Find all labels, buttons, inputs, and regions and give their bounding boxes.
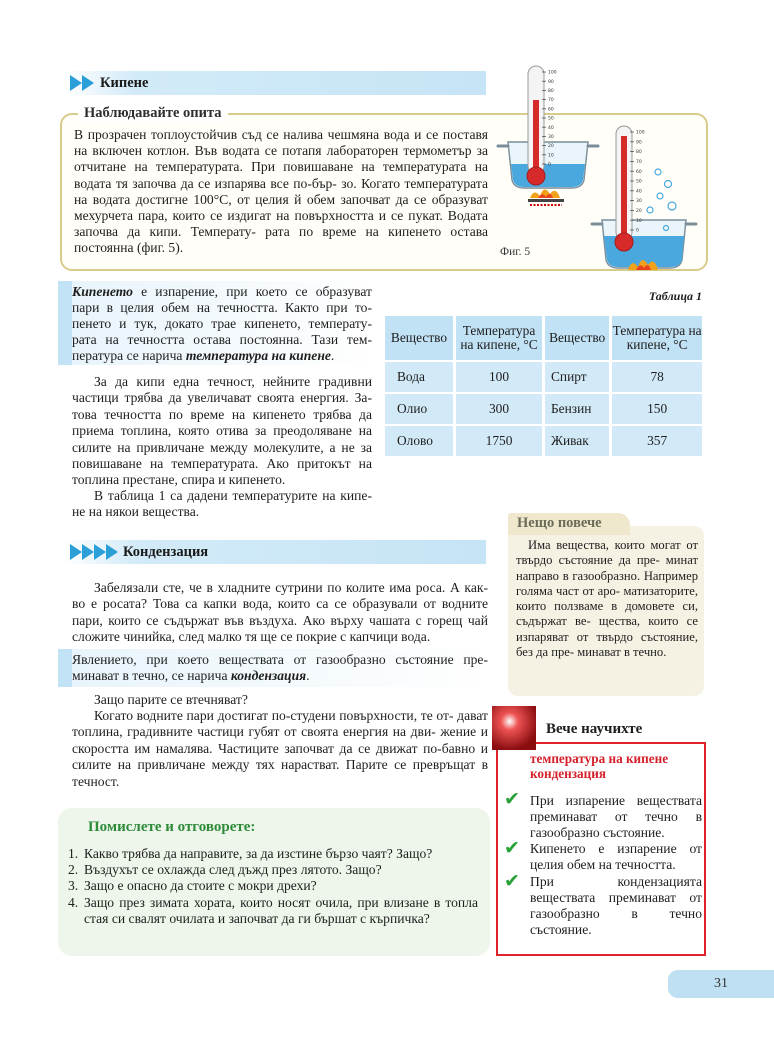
learned-term: температура на кипене [530, 751, 669, 766]
term-condensation: кондензация [230, 668, 307, 684]
paragraph-boiling-1: За да кипи една течност, нейните градивни частици трябва да увеличават своята енергия. За- това течността по време на кипенето трябва да приема топлина, която отива за преодоляване на силите на привличане между молекулите, а не за повишаване на температурата. Ако притокът на топлина престане, спира и кипенето. [72, 374, 372, 488]
term-boiling: Кипенето [72, 284, 133, 299]
more-info-title: Нещо повече [508, 513, 630, 535]
table-caption: Таблица 1 [648, 289, 702, 303]
thermometer-tick-label: 70 [636, 160, 642, 165]
more-info-text: Има вещества, които могат от твърдо състояние да пре- минат направо в газообразно. Например голяма част от аро- матизаторите, които ползваме в домовете си, съдържат ве- щества, които се изпаряват от твърдо състояние, без да пре- минават в течно. [516, 538, 698, 660]
thermometer-icon [527, 66, 546, 185]
learned-term: кондензация [530, 766, 606, 781]
thermometer-tick-label: 30 [636, 199, 642, 205]
thermometer-tick-label: 0 [636, 228, 639, 234]
table-cell: 300 [455, 394, 542, 424]
boiling-figure [490, 60, 706, 272]
table-cell: Олио [384, 394, 453, 424]
chevron-icon [82, 544, 94, 565]
paragraph-condensation-2: Когато водните пари достигат по-студени повърхности, те от- дават топлина, градивните частици губят от своята енергия на дви- жение и скоростта им намалява. Частиците започват да се движат по-бавно и силите на привличане между тях нарастват. Парите се превръщат в течност. [72, 708, 488, 789]
thermometer-tick-label: 60 [636, 169, 642, 175]
learned-item: При изпарение веществата преминават от течно в газообразно състояние. [530, 793, 702, 840]
figure-caption: Фиг. 5 [500, 246, 531, 258]
chevron-icon [94, 544, 106, 565]
table-cell: 150 [611, 394, 702, 424]
table-header: Температура на кипене, °С [455, 316, 542, 360]
thermometer-tick-label: 0 [548, 162, 551, 168]
thermometer-tick-label: 60 [548, 107, 554, 113]
thermometer-tick-label: 90 [636, 140, 642, 146]
thermometer-tick-label: 30 [548, 135, 554, 140]
thermometer-tick-label: 100 [636, 130, 645, 136]
definition-boiling: Кипенето е изпарение, при което се образуват пари в целия обем на течността. Както при то- пенето и тук, докато трае кипенето, температу- рата на течността остава постоянна. Тази тем- пература се нарича температура на кипене. [72, 284, 372, 363]
thermometer-tick-label: 20 [548, 144, 554, 150]
thermometer-tick-label: 100 [548, 70, 557, 76]
table-cell: 100 [455, 362, 542, 392]
chevron-icon [82, 75, 94, 96]
table-row [384, 362, 702, 392]
thermometer-tick-label: 50 [636, 179, 642, 185]
thermometer-tick-label: 20 [636, 209, 642, 214]
flame-icon [528, 189, 564, 205]
list-item: 2. Въздухът се охлажда след дъжд през лятото. Защо? [68, 862, 382, 878]
table-cell: 78 [611, 362, 702, 392]
table-cell: 357 [611, 426, 702, 456]
paragraph-boiling-2: В таблица 1 са дадени температурите на кипе- не на някои вещества. [72, 488, 372, 520]
list-item: 4. Защо през зимата хората, които носят очила, при влизане в топла стая си свалят очилата и започват да ги бършат с кърпичка? [68, 894, 478, 926]
chevron-icon [106, 544, 118, 565]
table-header: Вещество [544, 316, 609, 360]
thermometer-tick-label: 40 [548, 125, 554, 131]
table-cell: Олово [384, 426, 453, 456]
experiment-text: В прозрачен топлоустойчив съд се налива чешмяна вода и се поставя на включен котлон. Във водата се потапя лабораторен термометър за отчитане на температурата. При повишаване на температурата на водата тя започва да се изпарява все по-бър- зо. Когато температурата на водата достигне 100°С, от целия й обем започват да се образуват мехурчета пара, които се издигат на повърхността и се пукат. Водата започва да кипи. Температу- рата по време на кипенето остава постоянна (фиг. 5). [74, 127, 488, 256]
table-row [384, 394, 702, 424]
definition-boiling-text: е изпарение, при което се образуват пари в целия обем на течността. Както при то- пенето и тук, докато трае кипенето, температу- рата на течността остава постоянна. Тази тем- пература се нарича [72, 284, 372, 363]
chevron-icon [70, 75, 82, 96]
think-questions [68, 846, 478, 927]
think-title: Помислете и отговорете: [88, 819, 256, 835]
table-cell: Живак [544, 426, 609, 456]
sphere-icon [492, 706, 536, 750]
question-condensation: Защо парите се втечняват? [94, 692, 248, 707]
check-icon: ✔ [504, 788, 520, 810]
section-title-boiling: Кипене [100, 75, 149, 91]
check-icon: ✔ [504, 837, 520, 859]
table-cell: 1750 [455, 426, 542, 456]
thermometer-tick-label: 40 [636, 189, 642, 195]
list-item: 1. Какво трябва да направите, за да изстине бързо чаят? Защо? [68, 846, 433, 861]
experiment-title: Наблюдавайте опита [78, 105, 228, 122]
table-cell: Спирт [544, 362, 609, 392]
thermometer-tick-label: 50 [548, 116, 554, 122]
learned-item: При кондензацията веществата преминават от газообразно в течно състояние. [530, 874, 702, 937]
thermometer-icon [615, 126, 634, 251]
table-row [384, 426, 702, 456]
term-boiling-temperature: температура на кипене [185, 348, 331, 363]
thermometer-tick-label: 70 [548, 98, 554, 104]
table-header: Вещество [384, 316, 453, 360]
definition-condensation-text: Явлението, при което веществата от газообразно състояние пре- минават в течно, се нарича [72, 652, 488, 684]
thermometer-tick-label: 80 [548, 89, 554, 94]
thermometer-tick-label: 10 [548, 153, 554, 159]
chevron-icon [70, 544, 82, 565]
table-cell: Бензин [544, 394, 609, 424]
list-item: 3. Защо е опасно да стоите с мокри дрехи? [68, 878, 317, 894]
learned-terms [530, 751, 702, 781]
learned-item: Кипенето е изпарение от целия обем на течността. [530, 841, 702, 872]
learned-title: Вече научихте [546, 721, 643, 737]
table-cell: Вода [384, 362, 453, 392]
definition-condensation: Явлението, при което веществата от газообразно състояние пре- минават в течно, се нарича кондензация. [72, 652, 488, 684]
page-number: 31 [668, 970, 774, 998]
check-icon: ✔ [504, 870, 520, 892]
thermometer-tick-label: 90 [548, 79, 554, 85]
table-header-row [384, 316, 702, 360]
table-header: Температура на кипене, °С [611, 316, 702, 360]
paragraph-condensation-1: Забелязали сте, че в хладните сутрини по колите има роса. А как- во е росата? Това са капки вода, които са се образували от водните пари, които се съдържат във въздуха. Ако върху чашата с горещ чай сложите чинийка, след малко тя ще се покрие с капчици вода. [72, 580, 488, 645]
boiling-temperature-table [382, 314, 704, 458]
thermometer-tick-label: 80 [636, 150, 642, 156]
thermometer-tick-label: 10 [636, 218, 642, 224]
section-title-condensation: Кондензация [123, 544, 209, 560]
